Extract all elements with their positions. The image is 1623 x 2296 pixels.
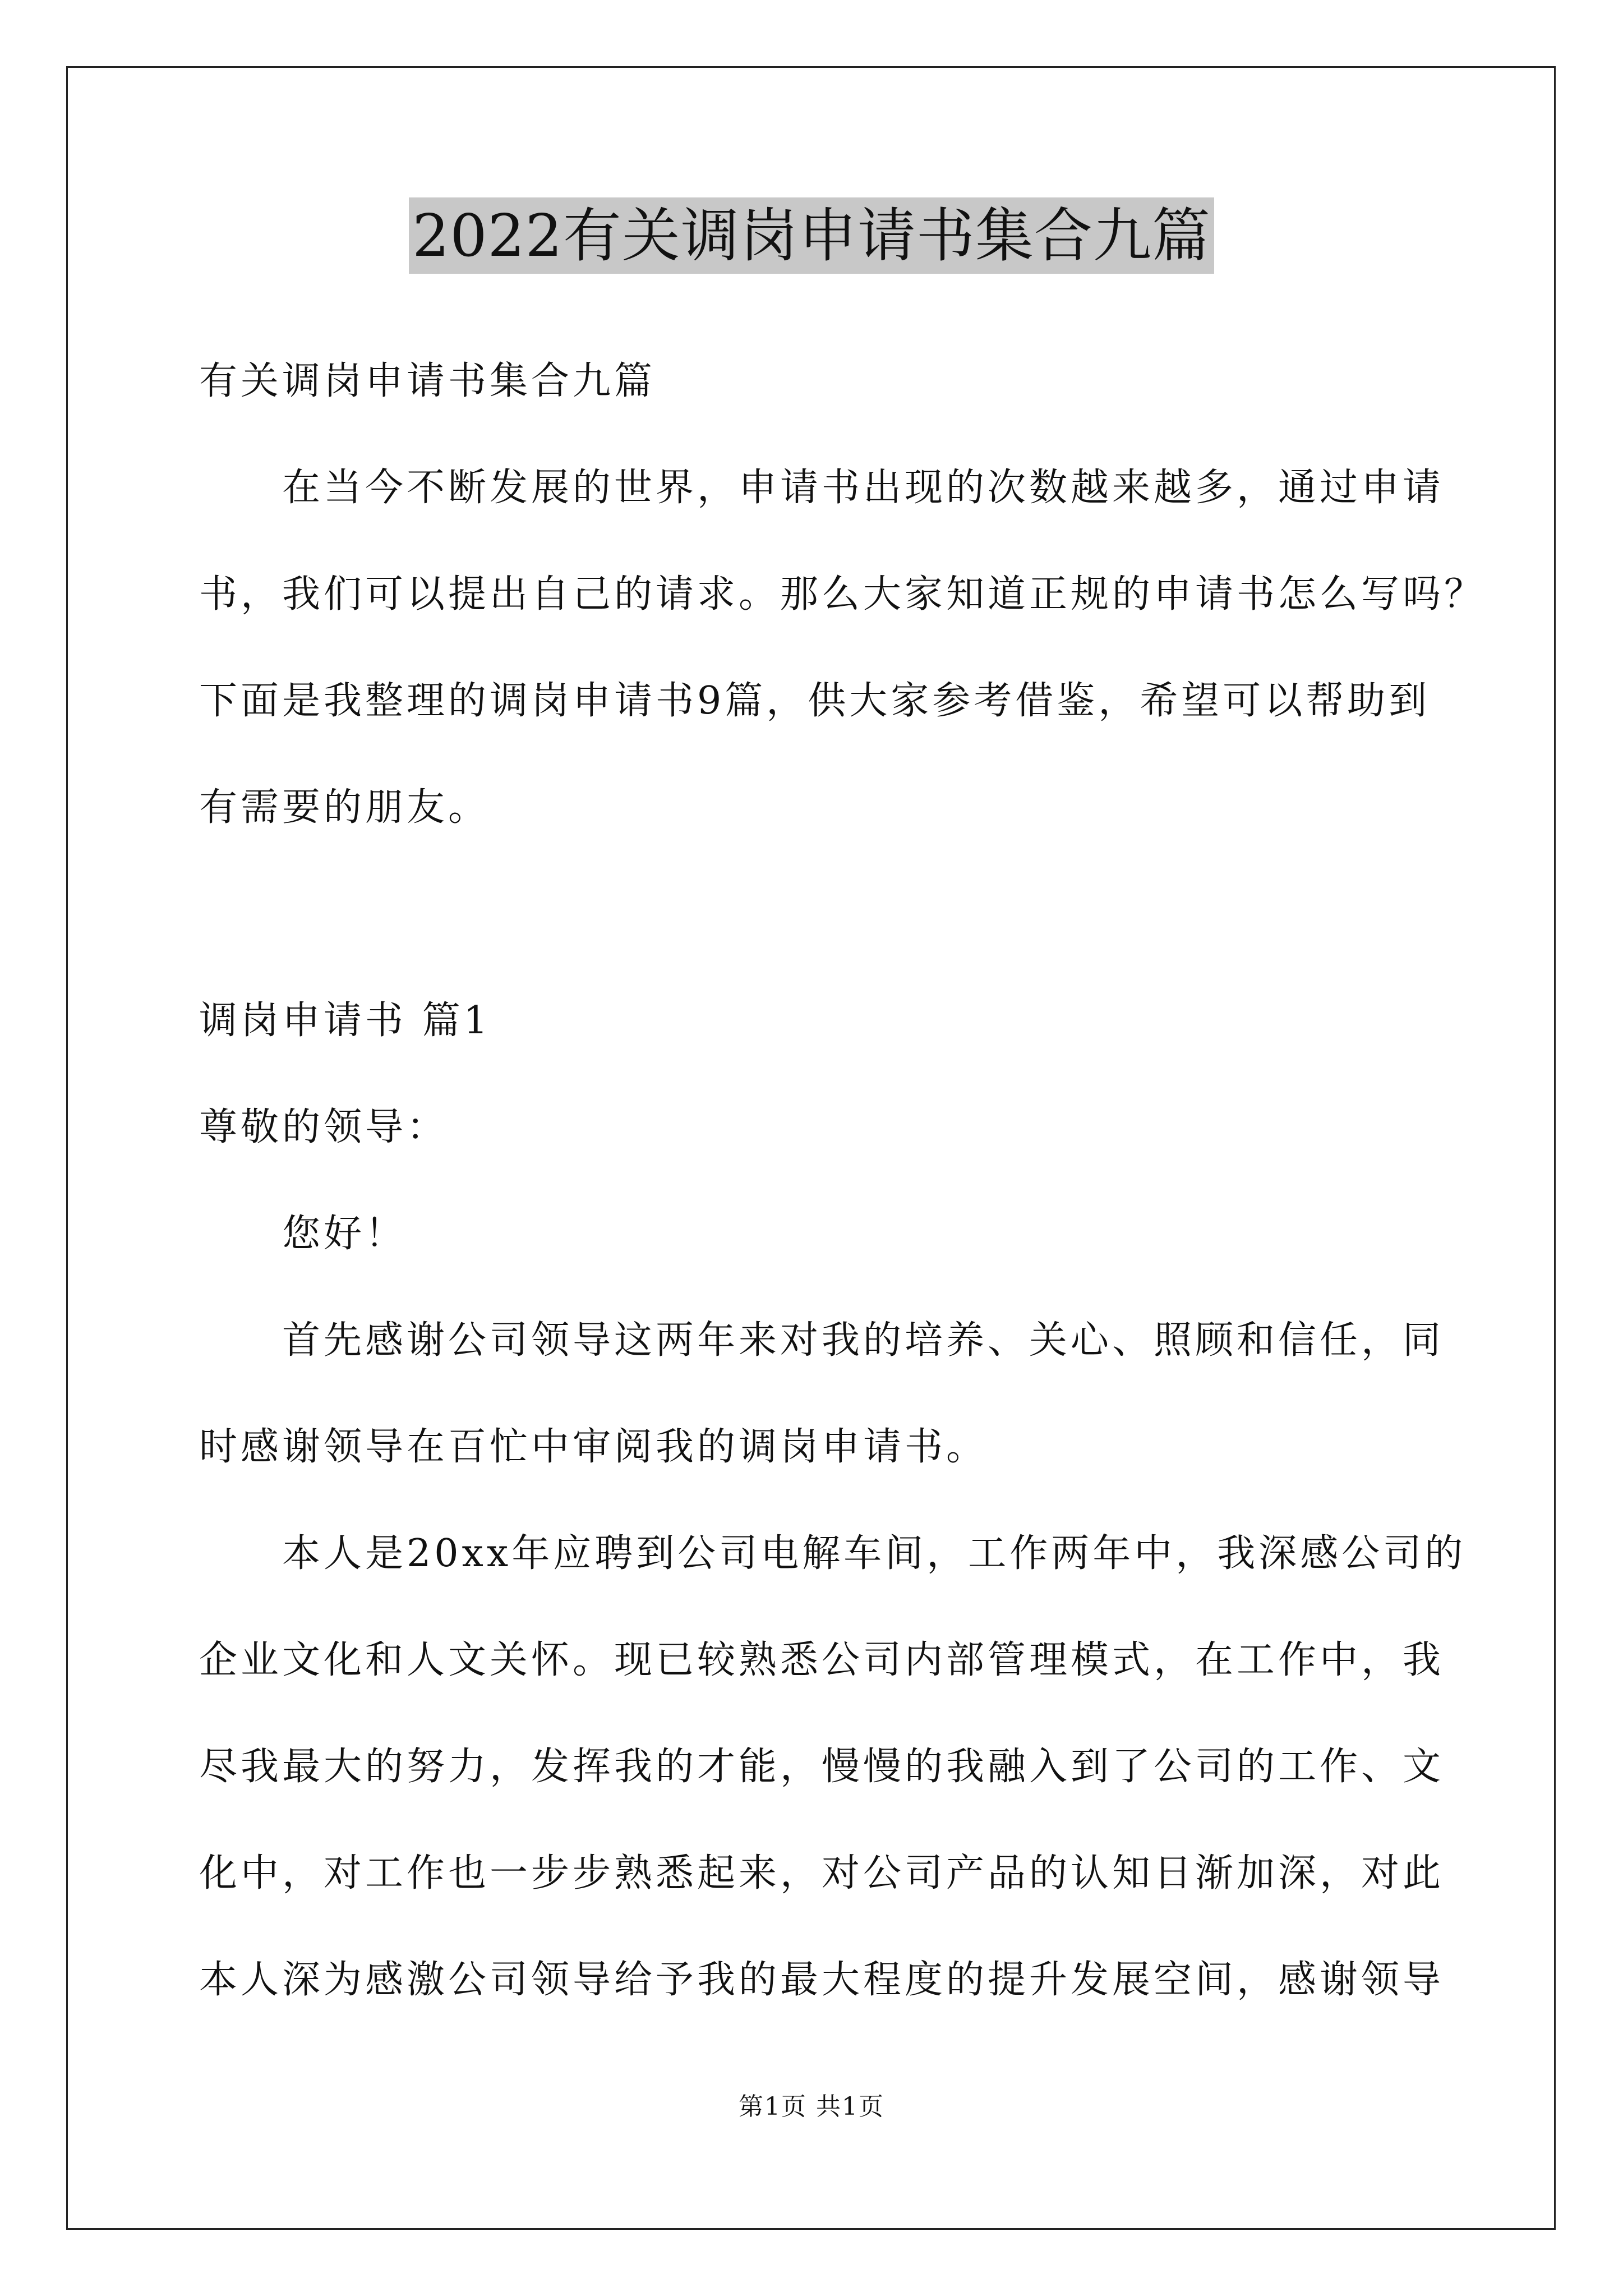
- intro-line: 在当今不断发展的世界，申请书出现的次数越来越多，通过申请: [282, 466, 1445, 510]
- paragraph-line: 尽我最大的努力，发挥我的才能，慢慢的我融入到了公司的工作、文: [199, 1745, 1445, 1789]
- salutation-block: [199, 1074, 1433, 1287]
- page-footer: [0, 2090, 1623, 2124]
- page-number: 第1页 共1页: [739, 2092, 884, 2121]
- section-heading: 调岗申请书 篇1: [199, 999, 491, 1043]
- document-title: 2022有关调岗申请书集合九篇: [409, 197, 1214, 274]
- intro-line: 下面是我整理的调岗申请书9篇，供大家参考借鉴，希望可以帮助到: [199, 679, 1431, 723]
- document-body: [199, 328, 1433, 435]
- paragraph-line: 本人深为感激公司领导给予我的最大程度的提升发展空间，感谢领导: [199, 1958, 1445, 2002]
- paragraph-line: 首先感谢公司领导这两年来对我的培养、关心、照顾和信任，同: [282, 1318, 1445, 1363]
- paragraph-line: 化中，对工作也一步步熟悉起来，对公司产品的认知日渐加深，对此: [199, 1851, 1445, 1895]
- intro-line: 有需要的朋友。: [199, 785, 490, 830]
- paragraph-thanks: [199, 1287, 1445, 1501]
- section-heading-block: [199, 968, 1433, 1074]
- paragraph-line: 本人是20xx年应聘到公司电解车间，工作两年中，我深感公司的: [282, 1531, 1467, 1576]
- salutation: 尊敬的领导：: [199, 1105, 449, 1149]
- paragraph-line: 时感谢领导在百忙中审阅我的调岗申请书。: [199, 1425, 988, 1469]
- intro-paragraph: [199, 435, 1486, 861]
- greeting: 您好！: [282, 1212, 407, 1256]
- intro-line: 书，我们可以提出自己的请求。那么大家知道正规的申请书怎么写吗？: [199, 572, 1486, 616]
- document-subtitle: 有关调岗申请书集合九篇: [199, 359, 656, 403]
- paragraph-background: [199, 1501, 1467, 2033]
- title-container: [0, 197, 1623, 274]
- paragraph-line: 企业文化和人文关怀。现已较熟悉公司内部管理模式，在工作中，我: [199, 1638, 1445, 1682]
